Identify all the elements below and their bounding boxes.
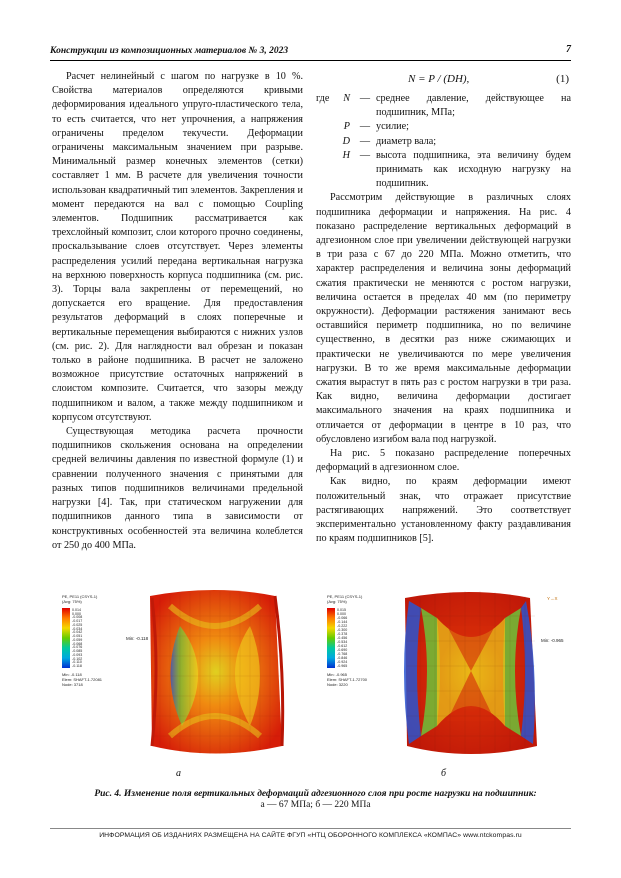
legend-tick-value: -0.110 bbox=[72, 660, 82, 665]
legend-tick-value: -0.025 bbox=[72, 622, 83, 627]
legend-tick-value: -0.768 bbox=[337, 652, 348, 656]
definition-item bbox=[316, 120, 571, 134]
legend-tick-value: -0.965 bbox=[337, 664, 348, 668]
caption-subtitle: а — 67 МПа; б — 220 МПа bbox=[260, 800, 371, 810]
definition-item bbox=[316, 135, 571, 149]
definition-symbol: N bbox=[343, 93, 350, 104]
figure-a bbox=[60, 586, 310, 779]
axis-triad-label: Y→X bbox=[547, 596, 558, 601]
legend-tick-value: -0.612 bbox=[337, 644, 348, 648]
definition-dash: — bbox=[359, 149, 371, 161]
definition-symbol: H bbox=[342, 149, 350, 161]
right-column bbox=[316, 70, 571, 547]
legend-tick-value: -0.456 bbox=[337, 636, 348, 640]
definition-text: усилие; bbox=[376, 121, 409, 133]
legend-node: Node: 3718 bbox=[62, 682, 83, 687]
legend-tick-value: -0.846 bbox=[337, 656, 348, 660]
formula-block bbox=[316, 70, 571, 92]
header-divider bbox=[50, 60, 571, 61]
legend-tick-value: -0.093 bbox=[72, 652, 83, 657]
deformation-plot-b bbox=[325, 586, 575, 766]
legend-tick-value: -0.118 bbox=[72, 664, 82, 668]
left-column bbox=[52, 70, 303, 553]
min-marker-label: Min: -0.118 bbox=[126, 636, 149, 641]
paragraph: Расчет нелинейный с шагом по нагрузке в 10 %. Свойства материалов определяются кривыми деформирования идеального упруго-пластического тела, то есть считается, что нет упрочнения, а напряжения ограничены пределом текучести. Деформации ограничены максимальным значением при разрыве. Минимальный размер конечных элементов (сетки) составляет 1 мм. В расчете для увеличения точности использован квадратичный тип элементов. Закрепления и момент передаются на вал с помощью Coupling элементов. Подшипник рассматривается как трехслойный композит, слои которого прочно соединены, проскальзывание слоев отсутствует. Через элементы распределения усилий передана вертикальная нагрузка на верхнюю поверхность корпуса подшипника (см. рис. 3). Торцы вала закреплены от перемещений, но допускается его вращение. Для предоставления результатов деформаций в слоях поперечные и вертикальные перемещения выбираются с нижних узлов (см. рис. 2). Для наглядности вал обрезан и показан только в районе подшипника. В расчет не заложено возможное присутствие остаточных напряжений в слоистом композите. Считается, что зазоры между подшипником и валом, а также между подшипником и корпусом отсутствуют. bbox=[52, 71, 303, 423]
deformation-plot-a bbox=[60, 586, 310, 766]
definition-text: высота подшипника, эта величину будем принимать как исходную нагрузку на подшипник. bbox=[376, 149, 571, 190]
legend-tick-value: -0.076 bbox=[72, 645, 83, 650]
legend-tick-value: -0.300 bbox=[337, 628, 348, 632]
legend-tick-value: -0.690 bbox=[337, 648, 348, 652]
page-footer: ИНФОРМАЦИЯ ОБ ИЗДАНИЯХ РАЗМЕЩЕНА НА САЙТЕ ФГУП «НТЦ ОБОРОННОГО КОМПЛЕКСА «КОМПАС» www.ntckompas.ru bbox=[99, 832, 522, 839]
legend-avg: (Avg: 75%) bbox=[327, 599, 347, 604]
caption-title: Рис. 4. Изменение поля вертикальных деформаций адгезионного слоя при росте нагрузки на подшипник: bbox=[94, 789, 537, 799]
legend-tick-value: 0.014 bbox=[72, 608, 81, 612]
legend-tick-value: -0.051 bbox=[72, 634, 83, 639]
legend-tick-value: -0.924 bbox=[337, 660, 348, 664]
formula-number: (1) bbox=[556, 73, 569, 85]
subfigure-label: а bbox=[176, 768, 181, 779]
paragraph: Как видно, по краям деформации имеют положительный знак, что отражает присутствие растягивающих напряжений. Это соответствует экспериментально установленному факту раздавливания по краям подшипников [5]. bbox=[316, 476, 571, 545]
legend-tick-value: -0.534 bbox=[337, 640, 348, 644]
legend-tick-value: 0.015 bbox=[337, 608, 346, 612]
legend-tick-value: -0.378 bbox=[337, 632, 348, 636]
where-word: где bbox=[316, 93, 330, 104]
definition-dash: — bbox=[359, 135, 371, 147]
paragraph: На рис. 5 показано распределение поперечных деформаций в адгезионном слое. bbox=[316, 448, 571, 474]
definition-text: диаметр вала; bbox=[376, 135, 437, 147]
subfigure-label: б bbox=[441, 768, 447, 779]
page-header bbox=[50, 44, 571, 60]
journal-title: Конструкции из композиционных материалов № 3, 2023 bbox=[50, 46, 289, 56]
definitions-list bbox=[316, 92, 571, 191]
legend-tick-value: -0.144 bbox=[337, 620, 348, 624]
figure-b bbox=[325, 586, 575, 779]
formula: N = P / (DH), bbox=[408, 73, 470, 85]
page-number: 7 bbox=[566, 44, 571, 55]
legend-tick-value: -0.042 bbox=[72, 630, 83, 635]
legend-tick-value: -0.059 bbox=[72, 637, 83, 642]
definition-item bbox=[316, 149, 571, 192]
definition-item bbox=[316, 92, 571, 120]
legend-tick-value: -0.034 bbox=[72, 626, 83, 631]
legend-node: Node: 3220 bbox=[327, 682, 348, 687]
legend-min: Min: -0.965 bbox=[327, 672, 348, 677]
definition-dash: — bbox=[359, 121, 371, 133]
legend-tick-value: -0.068 bbox=[72, 641, 83, 646]
legend-tick-value: 0.000 bbox=[72, 611, 81, 616]
paragraph: Существующая методика расчета прочности подшипников скольжения основана на определении средней величины давления по известной формуле (1) и сравнении полученного значения с принятыми для разных типов подшипников величинами предельной нагрузки [4]. Так, при статическом нагружении для подшипников данного типа в зависимости от конструктивных особенностей эта величина колеблется от 250 до 400 МПа. bbox=[52, 426, 303, 551]
figure-4 bbox=[60, 586, 570, 779]
legend-min: Min: -0.118 bbox=[62, 672, 82, 677]
paragraph: Рассмотрим действующие в различных слоях подшипника деформации и напряжения. На рис. 4 показано распределение вертикальных деформаций в адгезионном слое при увеличении действующей нагрузки в три раза с 67 до 220 МПа. Можно отметить, что характер распределения и величина зоны деформаций сжатия практически не меняются с ростом нагрузки, величина остается в пределах 40 мм (по периметру окружности). Деформации растяжения занимают весь оставшийся периметр подшипника, но по величине существенно, в десятки раз ниже сжимающих и практически не увеличиваются по мере увеличения нагрузки. В то же время максимальные деформации сжатия вырастут в пять раз с ростом нагрузки в три раза. Как видно, величина деформации достигает максимального значения на краях подшипника и отличается от деформации в центре в 10 раз, что обусловлено изгибом вала под нагрузкой. bbox=[316, 192, 571, 445]
legend-avg: (Avg: 75%) bbox=[62, 599, 82, 604]
min-marker-label: Min: -0.965 bbox=[541, 638, 564, 643]
definition-text: среднее давление, действующее на подшипник, МПа; bbox=[376, 93, 571, 119]
footer-divider bbox=[50, 828, 571, 829]
figure-caption bbox=[60, 789, 571, 811]
legend-tick-value: -0.085 bbox=[72, 649, 83, 654]
legend-tick-value: -0.102 bbox=[72, 656, 83, 661]
legend-elem: Elem: SHAFT-1.72081 bbox=[62, 677, 103, 682]
definition-dash: — bbox=[359, 93, 371, 104]
legend-title: PE, PE11 (CSYS-1) bbox=[327, 594, 363, 599]
definition-symbol: D bbox=[342, 135, 350, 147]
legend-tick-value: -0.222 bbox=[337, 624, 348, 628]
definition-symbol: P bbox=[343, 121, 350, 133]
legend-tick-value: -0.017 bbox=[72, 619, 83, 624]
legend-elem: Elem: SHAFT-1.72700 bbox=[327, 677, 368, 682]
legend-tick-value: 0.000 bbox=[337, 612, 346, 616]
legend-title: PE, PE11 (CSYS-1) bbox=[62, 594, 98, 599]
legend-tick-value: -0.066 bbox=[337, 616, 348, 620]
legend-tick-value: -0.008 bbox=[72, 615, 83, 620]
